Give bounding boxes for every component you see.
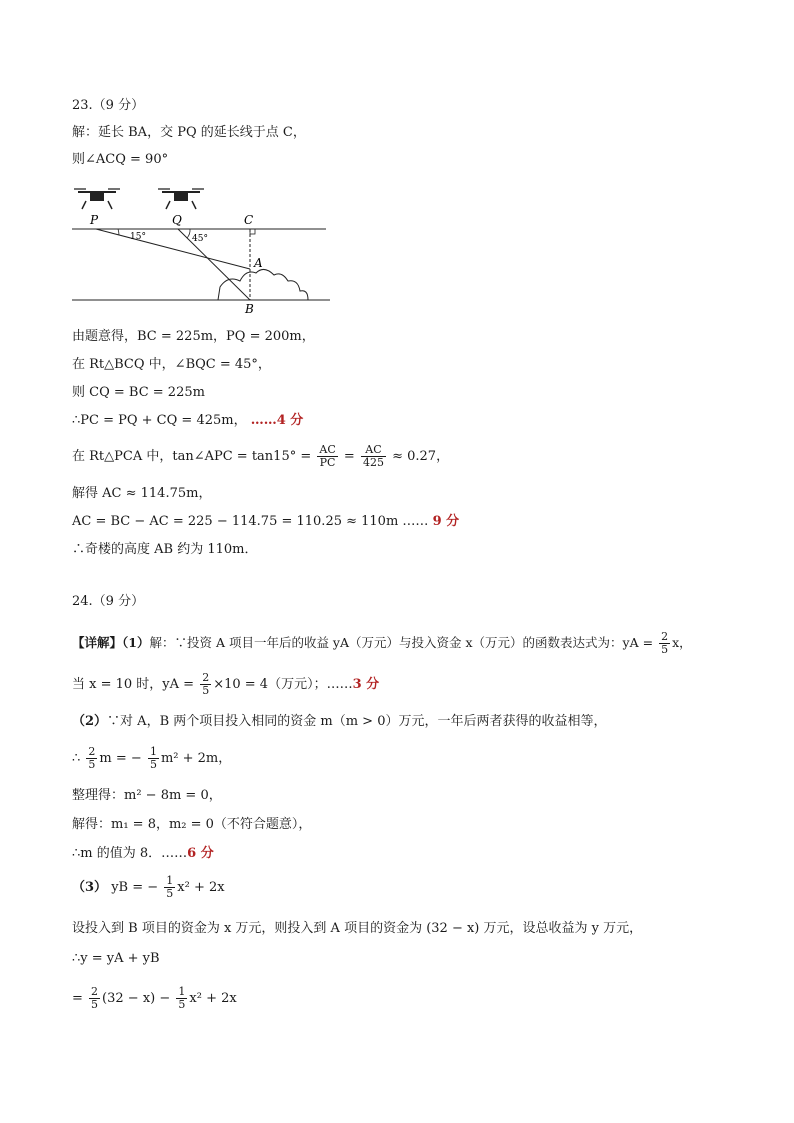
fraction-numerator: 1 <box>178 985 186 998</box>
label-q: Q <box>172 213 182 227</box>
fraction-denominator: 5 <box>202 684 210 697</box>
fraction-ac-425 <box>361 444 386 469</box>
q24-line-11-mid: (32 − x) − <box>102 991 171 1006</box>
fraction-1-5 <box>148 746 159 771</box>
q24-line-5: 整理得：m² − 8m = 0， <box>72 788 222 803</box>
q24-line-1-text: 解：∵投资 A 项目一年后的收益 yA（万元）与投入资金 x（万元）的函数表达式为：yA = <box>149 635 654 650</box>
fraction-2-5 <box>86 746 97 771</box>
fraction-numerator: 2 <box>661 630 669 643</box>
fraction-2-5 <box>89 986 100 1011</box>
fraction-denominator: 5 <box>166 887 174 900</box>
label-angle-45: 45° <box>192 234 208 244</box>
q23-line-2: 则∠ACQ = 90° <box>72 152 169 167</box>
q24-line-10: ∴y = yA + yB <box>72 951 160 966</box>
q24-line-1 <box>72 628 692 658</box>
q23-line-9-text: AC = BC − AC = 225 − 114.75 = 110.25 ≈ 110m …… <box>72 514 429 529</box>
fraction-denominator: 5 <box>88 758 96 771</box>
q24-line-3-text: ∵对 A，B 两个项目投入相同的资金 m（m > 0）万元，一年后两者获得的收益相等， <box>107 714 607 729</box>
angle-arc-15 <box>118 229 119 235</box>
q23-line-5: 则 CQ = BC = 225m <box>72 385 205 400</box>
fraction-1-5 <box>164 875 175 900</box>
label-b: B <box>245 302 254 316</box>
fraction-numerator: 2 <box>202 671 210 684</box>
q23-line-3: 由题意得，BC = 225m，PQ = 200m， <box>72 329 315 344</box>
fraction-ac-pc <box>317 444 337 469</box>
part-2-label: （2） <box>72 714 108 729</box>
label-c: C <box>244 213 254 227</box>
right-angle-mark <box>250 229 255 234</box>
geometry-figure <box>68 183 333 318</box>
q24-line-6: 解得：m₁ = 8，m₂ = 0（不符合题意）， <box>72 817 312 832</box>
q24-line-8 <box>72 873 225 903</box>
equals-sign: = <box>72 991 83 1006</box>
q24-line-8-post: x² + 2x <box>177 880 225 895</box>
fraction-denominator: 425 <box>362 456 384 469</box>
q23-line-4: 在 Rt△BCQ 中，∠BQC = 45°， <box>72 357 271 372</box>
q24-line-4-mid: m = − <box>99 751 142 766</box>
label-a: A <box>254 256 263 270</box>
building-outline <box>218 269 308 300</box>
fraction-denominator: PC <box>319 456 336 469</box>
fraction-denominator: 5 <box>661 643 669 656</box>
fraction-numerator: 1 <box>149 745 157 758</box>
q24-line-1-end: x， <box>672 635 692 650</box>
score-3: 3 分 <box>352 677 380 692</box>
label-p: P <box>90 213 99 227</box>
q24-line-8-pre: yB = − <box>111 880 159 895</box>
q24-line-2-pre: 当 x = 10 时，yA = <box>72 677 195 692</box>
q24-line-2-post: ×10 = 4（万元）；…… <box>213 677 353 692</box>
fraction-denominator: 5 <box>178 998 186 1011</box>
q24-line-4 <box>72 744 231 774</box>
fraction-denominator: 5 <box>91 998 99 1011</box>
q24-line-2 <box>72 670 379 700</box>
fraction-numerator: AC <box>319 443 336 456</box>
therefore-sign: ∴ <box>72 751 81 766</box>
drone-icon-q <box>158 189 204 209</box>
label-angle-15: 15° <box>130 232 146 242</box>
fraction-numerator: 2 <box>88 745 96 758</box>
fraction-1-5 <box>176 986 187 1011</box>
angle-arc-45 <box>187 229 190 238</box>
pa-line <box>96 229 250 269</box>
fraction-numerator: AC <box>361 444 386 457</box>
fraction-2-5 <box>200 672 211 697</box>
q23-line-6 <box>72 412 303 430</box>
q24-line-11-post: x² + 2x <box>189 991 237 1006</box>
q24-line-3 <box>72 713 606 731</box>
fraction-numerator: 1 <box>166 874 174 887</box>
detail-tag: 【详解】 <box>72 635 123 650</box>
q23-line-6-text: ∴PC = PQ + CQ = 425m， <box>72 413 247 428</box>
q24-line-7-text: ∴m 的值为 8．…… <box>72 846 188 861</box>
fraction-numerator: 2 <box>91 985 99 998</box>
q23-line-10: ∴奇楼的高度 AB 约为 110m． <box>72 542 258 557</box>
fraction-2-5 <box>659 631 670 656</box>
q23-line-8: 解得 AC ≈ 114.75m， <box>72 486 212 501</box>
part-3-label: （3） <box>72 880 108 895</box>
score-6: 6 分 <box>187 846 214 861</box>
q23-line-7 <box>72 442 449 472</box>
part-1-label: （1） <box>122 635 150 650</box>
equals-sign: = <box>343 449 355 464</box>
q24-line-4-post: m² + 2m， <box>160 751 232 766</box>
q23-line-7-post: ≈ 0.27， <box>392 449 450 464</box>
q23-line-1: 解：延长 BA，交 PQ 的延长线于点 C， <box>72 125 306 140</box>
qb-line <box>178 229 250 300</box>
fraction-denominator: 5 <box>149 758 157 771</box>
q24-line-11 <box>72 984 237 1014</box>
score-4: ……4 分 <box>250 413 304 428</box>
q23-line-9 <box>72 513 459 531</box>
q24-line-7 <box>72 845 214 863</box>
q24-line-9: 设投入到 B 项目的资金为 x 万元，则投入到 A 项目的资金为 (32 − x) 万元，设总收益为 y 万元， <box>72 921 643 936</box>
drone-icon-p <box>74 189 120 209</box>
q23-line-7-pre: 在 Rt△PCA 中，tan∠APC = tan15° = <box>72 449 312 464</box>
q24-header: 24.（9 分） <box>72 594 145 609</box>
q23-header: 23.（9 分） <box>72 98 145 113</box>
score-9: 9 分 <box>432 514 460 529</box>
